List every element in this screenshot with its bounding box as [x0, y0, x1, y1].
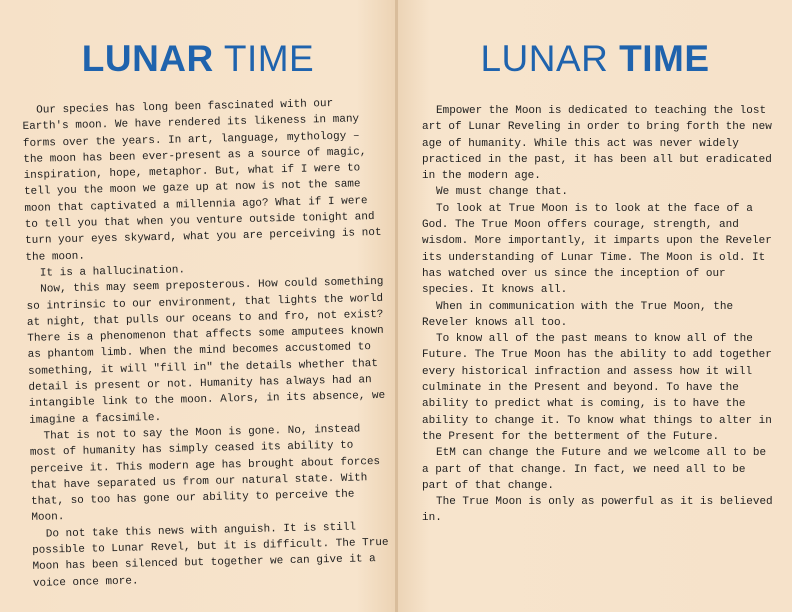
right-paragraph-5: To know all of the past means to know all of the Future. The True Moon has the ability to add together every historical infraction and assess how it will culminate in the Present and beyond. To have the ability to predict what is coming, is to have the ability to change it. To know what things to alter in the Present for the betterment of the Future.	[422, 333, 772, 443]
right-page	[398, 0, 792, 612]
left-paragraph-3: Now, this may seem preposterous. How could something so intrinsic to our environment, that lights the world at night, that pulls our oceans to and fro, not exist? There is a phenomenon that affects some amputees known as phantom limb. When the mind becomes accustomed to something, it will "fill in" the details whether that detail is present or not. Humanity has always had an intangible link to the moon. Alors, in its absence, we imagine a facsimile.	[26, 276, 386, 427]
right-paragraph-6: EtM can change the Future and we welcome all to be a part of that change. In fact, we need all to be part of that change.	[422, 447, 767, 492]
right-paragraph-2: We must change that.	[436, 186, 569, 199]
left-paragraph-2: It is a hallucination.	[39, 264, 186, 280]
right-page-body	[422, 103, 774, 527]
left-page-body	[22, 95, 393, 592]
left-title-light: TIME	[223, 38, 315, 79]
left-title-bold: LUNAR	[81, 38, 214, 79]
left-paragraph-1: Our species has long been fascinated with our Earth's moon. We have rendered its likeness in many forms over the years. In art, language, mythology – the moon has been ever-present as a source of magic, inspiration, hope, metaphor. But, what if I were to tell you the moon we gaze up at now is not the same moon that captivated a millennia ago? What if I were to tell you that when you venture outside tonight and turn your eyes skyward, what you are perceiving is not the moon.	[22, 97, 382, 264]
right-paragraph-1: Empower the Moon is dedicated to teaching the lost art of Lunar Reveling in order to bring forth the new age of humanity. While this act was never widely practiced in the past, it has been all but eradicated in the modern age.	[422, 105, 772, 183]
right-paragraph-3: To look at True Moon is to look at the face of a God. The True Moon offers courage, strength, and wisdom. More importantly, it imparts upon the Reveler its understanding of Lunar Time. The Moon is old. It has watched over us since the inception of our species. It knows all.	[422, 202, 772, 297]
right-title-light: LUNAR	[480, 38, 609, 79]
left-paragraph-4: That is not to say the Moon is gone. No, instead most of humanity has simply ceased its ability to perceive it. This modern age has brought about forces that have separated us from our natural state. With that, so too has gone our ability to perceive the Moon.	[29, 423, 381, 525]
left-page-title	[0, 38, 396, 80]
left-paragraph-5: Do not take this news with anguish. It is still possible to Lunar Revel, but it is difficult. The True Moon has been silenced but together we can give it a voice once more.	[32, 521, 389, 590]
right-paragraph-7: The True Moon is only as powerful as it is believed in.	[422, 496, 773, 525]
right-title-bold: TIME	[619, 38, 710, 79]
right-paragraph-4: When in communication with the True Moon, the Reveler knows all too.	[422, 300, 734, 329]
right-page-title	[398, 38, 792, 80]
